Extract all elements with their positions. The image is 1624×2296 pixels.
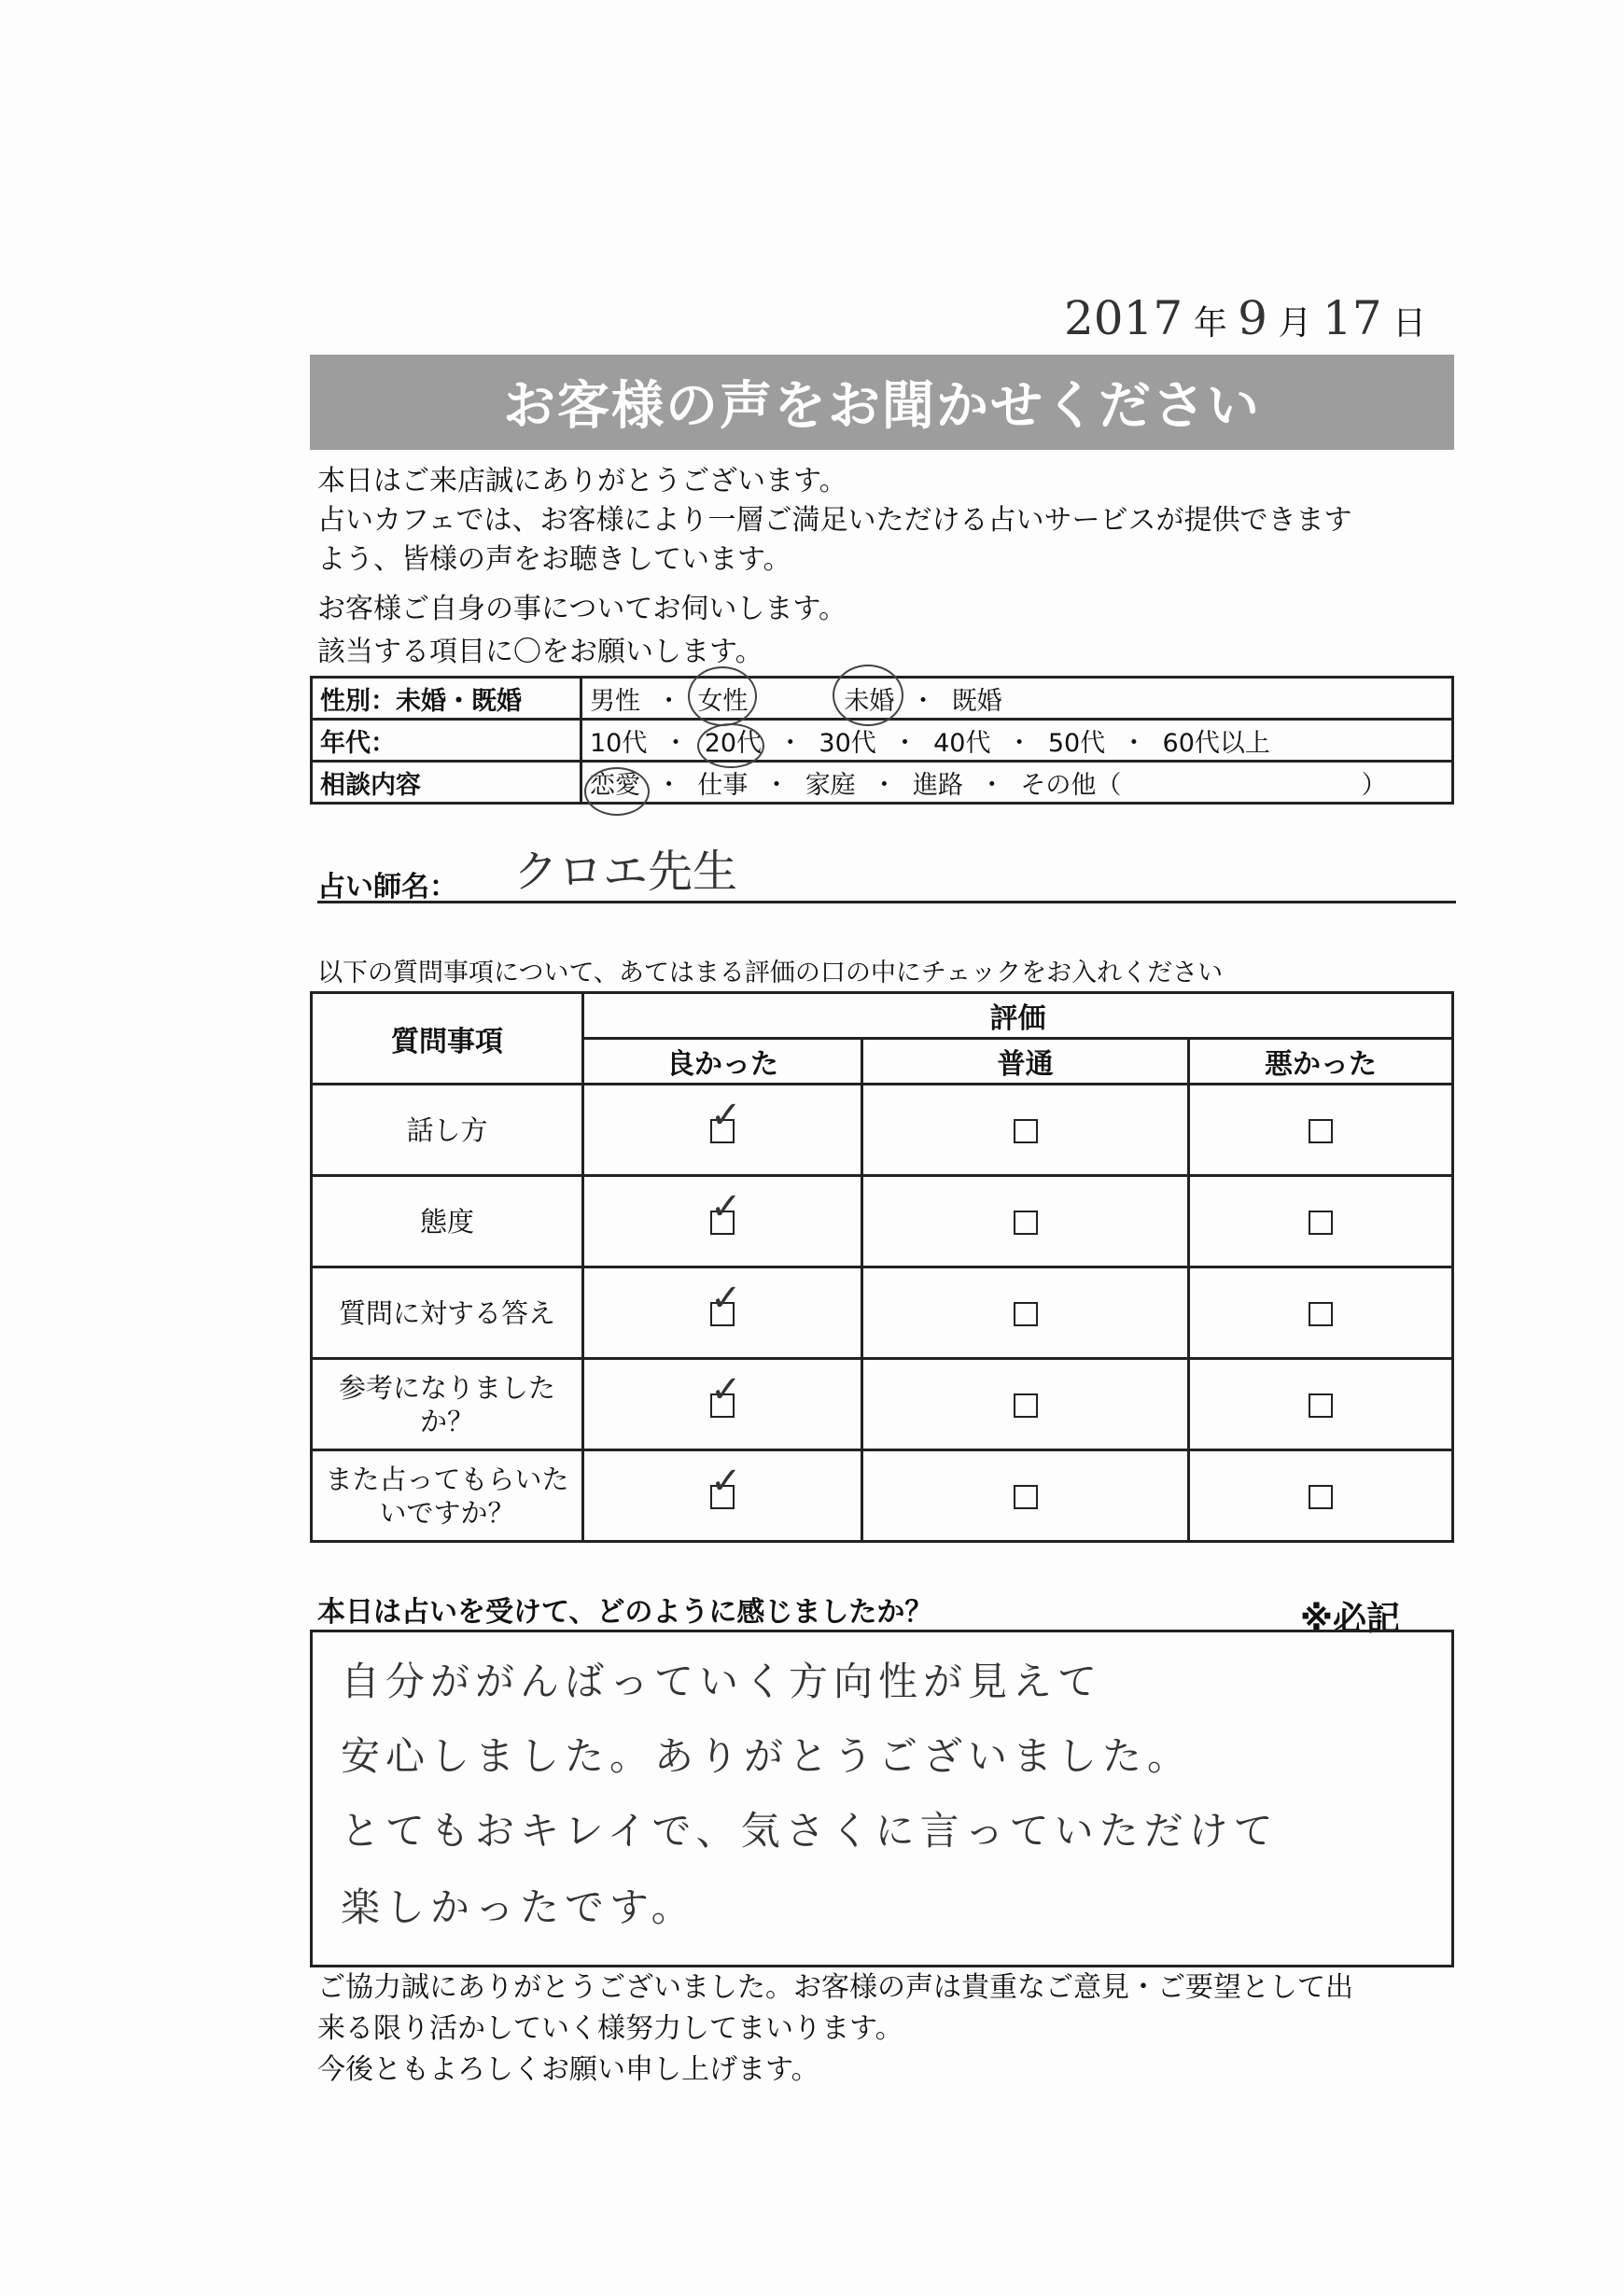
option-other-close: ） (1361, 770, 1387, 800)
separator: ・ (777, 728, 804, 758)
date-year: 2017 (1064, 291, 1183, 345)
hand-circle (688, 666, 757, 726)
table-row (312, 1450, 1453, 1542)
check-mark-icon: ✓ (710, 1184, 742, 1228)
question-cell: 参考になりましたか？ (312, 1359, 583, 1450)
option-40s[interactable]: 40代 (933, 728, 991, 758)
profile-table (310, 676, 1454, 805)
check-mark-icon: ✓ (710, 1276, 742, 1320)
separator: ・ (663, 728, 689, 758)
rating-cell (862, 1450, 1189, 1542)
option-60s-plus[interactable]: 60代以上 (1162, 728, 1270, 758)
header-rating: 評価 (583, 993, 1453, 1039)
rating-cell (1189, 1085, 1453, 1176)
question-cell: 態度 (312, 1176, 583, 1267)
option-50s[interactable]: 50代 (1047, 728, 1106, 758)
header-question: 質問事項 (312, 993, 583, 1085)
row-label: 相談内容 (312, 762, 581, 804)
profile-row-gender (312, 678, 1453, 720)
checkbox-checked[interactable] (710, 1367, 742, 1418)
required-mark: ※必記 (1300, 1600, 1400, 1638)
option-work[interactable]: 仕事 (697, 770, 749, 800)
checkbox[interactable] (1309, 1211, 1333, 1235)
feedback-question-text: 本日は占いを受けて、どのように感じましたか？ (317, 1596, 933, 1629)
separator: ・ (656, 686, 682, 716)
checkbox[interactable] (1309, 1393, 1333, 1418)
checkbox-checked[interactable] (710, 1459, 742, 1509)
checkbox[interactable] (1014, 1302, 1038, 1326)
table-row (312, 1267, 1453, 1359)
rating-cell (1189, 1450, 1453, 1542)
separator: ・ (656, 770, 682, 800)
rating-cell (583, 1267, 862, 1359)
hand-circle (697, 723, 764, 768)
rating-instruction: 以下の質問事項について、あてはまる評価の口の中にチェックをお入れください (317, 959, 1224, 987)
intro-line: よう、皆様の声をお聴きしています。 (317, 543, 791, 576)
separator: ・ (763, 770, 790, 800)
closing-line: 来る限り活かしていく様努力してまいります。 (317, 2012, 903, 2045)
checkbox[interactable] (1014, 1211, 1038, 1235)
feedback-line: 自分ががんばっていく方向性が見えて (341, 1659, 1103, 1704)
feedback-textarea[interactable] (310, 1630, 1454, 1967)
option-love-label: 恋愛 (590, 770, 640, 800)
hand-circle (584, 767, 650, 816)
intro-line: 占いカフェでは、お客様により一層ご満足いただける占いサービスが提供できます (317, 504, 1352, 537)
fortune-teller-field[interactable] (317, 835, 1456, 903)
row-options (581, 678, 1453, 720)
table-row (312, 1085, 1453, 1176)
column-bad: 悪かった (1189, 1039, 1453, 1085)
checkbox-checked[interactable] (710, 1093, 742, 1143)
intro-line: お客様ご自身の事についてお伺いします。 (317, 593, 847, 625)
option-female-label: 女性 (697, 686, 749, 716)
rating-cell (1189, 1359, 1453, 1450)
rating-table (310, 991, 1454, 1543)
profile-row-age (312, 720, 1453, 762)
closing-text (317, 1967, 1456, 2091)
option-20s-label: 20代 (704, 728, 763, 758)
date-day-label: 日 (1392, 304, 1426, 343)
fortune-teller-label: 占い師名： (317, 871, 457, 903)
hand-circle (833, 665, 903, 726)
intro-text (317, 462, 1456, 580)
check-mark-icon: ✓ (710, 1459, 742, 1503)
row-label: 性別：未婚・既婚 (312, 678, 581, 720)
separator: ・ (910, 686, 936, 716)
feedback-line: とてもおキレイで、気さくに言っていただけて (341, 1808, 1279, 1854)
date-month: 9 (1238, 291, 1267, 345)
table-row (312, 1176, 1453, 1267)
checkbox[interactable] (1309, 1302, 1333, 1326)
option-single[interactable] (844, 687, 894, 716)
page-title: お客様の声をお聞かせください (310, 355, 1454, 450)
separator: ・ (1121, 728, 1147, 758)
option-30s[interactable]: 30代 (819, 728, 876, 758)
rating-cell (862, 1176, 1189, 1267)
rating-cell (862, 1085, 1189, 1176)
checkbox[interactable] (1014, 1119, 1038, 1143)
rating-cell (583, 1085, 862, 1176)
feedback-line: 安心しました。ありがとうございました。 (341, 1733, 1193, 1779)
checkbox[interactable] (1014, 1485, 1038, 1509)
checkbox-checked[interactable] (710, 1184, 742, 1235)
rating-cell (1189, 1267, 1453, 1359)
rating-cell (583, 1176, 862, 1267)
checkbox[interactable] (1014, 1393, 1038, 1418)
fortune-teller-name: クロエ先生 (513, 846, 738, 898)
option-male[interactable]: 男性 (590, 686, 640, 716)
intro-line: 本日はご来店誠にありがとうございます。 (317, 465, 847, 497)
separator: ・ (891, 728, 917, 758)
option-love[interactable] (590, 771, 640, 800)
option-married[interactable]: 既婚 (951, 686, 1002, 716)
closing-line: 今後ともよろしくお願い申し上げます。 (317, 2053, 819, 2086)
closing-line: ご協力誠にありがとうございました。お客様の声は貴重なご意見・ご要望として出 (317, 1971, 1353, 2004)
date-month-label: 月 (1278, 304, 1312, 343)
intro-line: 該当する項目に〇をお願いします。 (317, 636, 763, 668)
row-label: 年代： (312, 720, 581, 762)
column-normal: 普通 (862, 1039, 1189, 1085)
feedback-question (317, 1589, 1456, 1638)
option-female[interactable] (697, 687, 748, 716)
feedback-line: 楽しかったです。 (341, 1884, 696, 1930)
option-10s[interactable]: 10代 (590, 728, 648, 758)
check-mark-icon: ✓ (710, 1367, 742, 1411)
rating-cell (583, 1359, 862, 1450)
profile-row-topic (312, 762, 1453, 804)
separator: ・ (1006, 728, 1032, 758)
rating-cell (1189, 1176, 1453, 1267)
checkbox[interactable] (1309, 1119, 1333, 1143)
option-other[interactable]: その他（ (1020, 770, 1122, 800)
profile-instructions (317, 588, 1456, 674)
rating-cell (862, 1359, 1189, 1450)
question-cell: また占ってもらいたいですか？ (312, 1450, 583, 1542)
date-day: 17 (1322, 291, 1382, 345)
table-row (312, 1359, 1453, 1450)
separator: ・ (979, 770, 1005, 800)
column-good: 良かった (583, 1039, 862, 1085)
survey-date (1064, 291, 1456, 357)
row-options (581, 762, 1453, 804)
question-cell: 質問に対する答え (312, 1267, 583, 1359)
separator: ・ (871, 770, 897, 800)
option-family[interactable]: 家庭 (805, 770, 856, 800)
row-options (581, 720, 1453, 762)
check-mark-icon: ✓ (710, 1093, 742, 1137)
question-cell: 話し方 (312, 1085, 583, 1176)
checkbox[interactable] (1309, 1485, 1333, 1509)
rating-cell (862, 1267, 1189, 1359)
rating-cell (583, 1450, 862, 1542)
option-single-label: 未婚 (844, 686, 895, 716)
date-year-label: 年 (1193, 304, 1227, 343)
checkbox-checked[interactable] (710, 1276, 742, 1326)
option-20s[interactable] (705, 729, 762, 758)
option-career[interactable]: 進路 (913, 770, 964, 800)
